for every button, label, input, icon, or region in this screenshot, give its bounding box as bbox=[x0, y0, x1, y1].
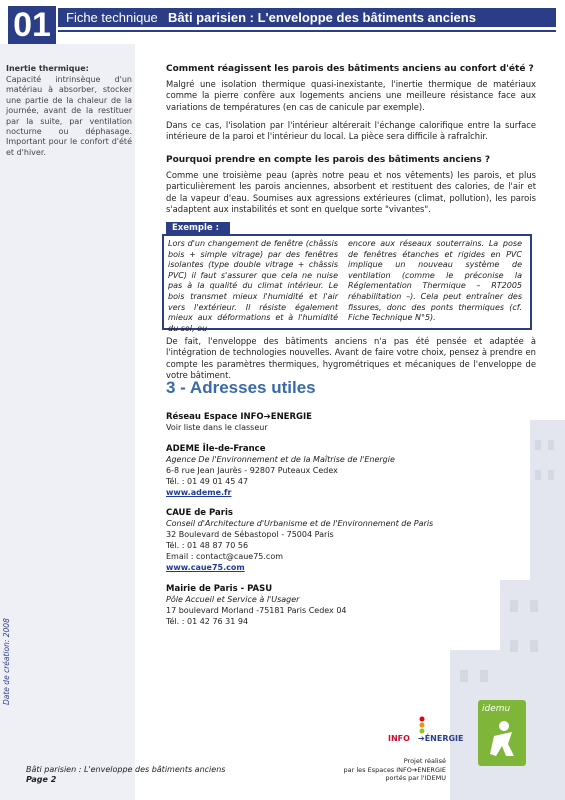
ademe-website-link[interactable]: www.ademe.fr bbox=[166, 488, 232, 497]
ademe-description: Agence De l'Environnement et de la Maîtrise de l'Energie bbox=[166, 455, 395, 464]
addresses-title: 3 - Adresses utiles bbox=[166, 378, 316, 397]
section1-paragraph1: Malgré une isolation thermique quasi-inexistante, l'inertie thermique de matériaux comme la pierre confère aux logements anciens une meilleure résistance face aux variations de températures (en cas de canicule par exemple). bbox=[166, 79, 536, 112]
sidebar-term: Inertie thermique: bbox=[6, 64, 89, 73]
header-title bbox=[168, 8, 476, 27]
creation-date bbox=[2, 615, 14, 705]
caue-phone: Tél. : 01 48 87 70 56 bbox=[166, 541, 249, 550]
idemu-figure-icon bbox=[478, 700, 526, 766]
footer-credit-line2: par les Espaces INFO➔ENERGIE bbox=[343, 765, 446, 774]
info-energie-logo bbox=[388, 716, 468, 750]
footer-doc-title: Bâti parisien : L'enveloppe des bâtiments anciens bbox=[26, 765, 226, 774]
reseau-name: Réseau Espace INFO➔ENERGIE bbox=[166, 412, 312, 422]
caue-description: Conseil d'Architecture d'Urbanisme et de l'Environnement de Paris bbox=[166, 519, 434, 528]
conclusion-paragraph: De fait, l'enveloppe des bâtiments anciens n'a pas été pensée et adaptée à l'intégration de technologies nouvelles. Avant de faire votre choix, pensez à prendre en compte les paramètres thermiques, hygrométriques et mécaniques de l'enveloppe de votre bâtiment. bbox=[166, 336, 536, 380]
reseau-line: Voir liste dans le classeur bbox=[166, 423, 268, 432]
footer-credit-line3: portés par l'IDEMU bbox=[385, 774, 446, 782]
example-tag: Exemple : bbox=[166, 222, 230, 235]
caue-email[interactable]: Email : contact@caue75.com bbox=[166, 552, 284, 561]
header-category: Fiche technique bbox=[66, 10, 158, 25]
info-energie-logo-energie: ➔ÉNERGIE bbox=[418, 734, 464, 743]
section2-paragraph: Comme une troisième peau (après notre peau et nos vêtements) les parois, et plus particulièrement les parois anciennes, absorbent et restituent des calories, de l'air et de la vapeur d'eau. Soumises aux agressions extérieures (climat, pollution), les parois s'adaptent aux instabilités et sont en quelque sorte "vivantes". bbox=[166, 170, 536, 214]
section2-heading: Pourquoi prendre en compte les parois des bâtiments anciens ? bbox=[166, 155, 491, 165]
sidebar-definition: Capacité intrinsèque d'un matériau à absorber, stocker une partie de la chaleur de la journée, avant de la restituer par la suite, par ventilation nocturne ou déphasage. Important pour le confort d'été et d'hiver. bbox=[6, 75, 132, 157]
header-underline bbox=[58, 30, 556, 32]
example-column-left: Lors d'un changement de fenêtre (châssis bois + simple vitrage) par des fenêtres isolantes (type double vitrage + châssis PVC) il faut s'assurer que cela ne nuise pas à la qualité du climat intérieur. Le bois transmet mieux l'humidité et l'air vers l'extérieur. Il résiste également mieux aux déformations et à l'humidité du sol, ou bbox=[168, 239, 338, 333]
creation-date-text: Date de création: 2008 bbox=[2, 618, 11, 705]
caue-address: 32 Boulevard de Sébastopol - 75004 Paris bbox=[166, 530, 334, 539]
footer-credits bbox=[296, 757, 446, 783]
section1-heading: Comment réagissent les parois des bâtiments anciens au confort d'été ? bbox=[166, 64, 534, 74]
footer-credit-line1: Projet réalisé bbox=[403, 757, 446, 765]
footer-page-number: Page 2 bbox=[26, 775, 57, 784]
info-energie-dots-icon bbox=[388, 716, 468, 734]
section1-paragraph2: Dans ce cas, l'isolation par l'intérieur altérerait l'échange calorifique entre la surface intérieure de la paroi et l'intérieur du local. La pièce sera difficile à rafraîchir. bbox=[166, 120, 536, 142]
mairie-name: Mairie de Paris - PASU bbox=[166, 584, 273, 594]
ademe-name: ADEME Île-de-France bbox=[166, 444, 266, 454]
idemu-logo-text: idemu bbox=[482, 704, 511, 714]
example-column-right: encore aux réseaux souterrains. La pose de fenêtres étanches et rigides en PVC implique un nouveau système de ventilation (comme le préconise la Réglementation Thermique – RT2005 réhabilitation –). Cela peut entraîner des fissures, donc des ponts thermiques (cf. Fiche Technique N°5). bbox=[348, 239, 522, 323]
caue-name: CAUE de Paris bbox=[166, 508, 233, 518]
mairie-description: Pôle Accueil et Service à l'Usager bbox=[166, 595, 300, 604]
header-title-bold: Bâti parisien : bbox=[168, 10, 254, 25]
sheet-number: 01 bbox=[8, 6, 56, 44]
mairie-address: 17 boulevard Morland -75181 Paris Cedex 04 bbox=[166, 606, 347, 615]
mairie-phone: Tél. : 01 42 76 31 94 bbox=[166, 617, 249, 626]
caue-website-link[interactable]: www.caue75.com bbox=[166, 563, 245, 572]
ademe-phone: Tél. : 01 49 01 45 47 bbox=[166, 477, 249, 486]
header-title-rest: L'enveloppe des bâtiments anciens bbox=[253, 10, 476, 25]
idemu-logo bbox=[478, 700, 526, 766]
info-energie-logo-info: INFO bbox=[388, 734, 410, 743]
ademe-address: 6-8 rue Jean Jaurès - 92807 Puteaux Cedex bbox=[166, 466, 338, 475]
